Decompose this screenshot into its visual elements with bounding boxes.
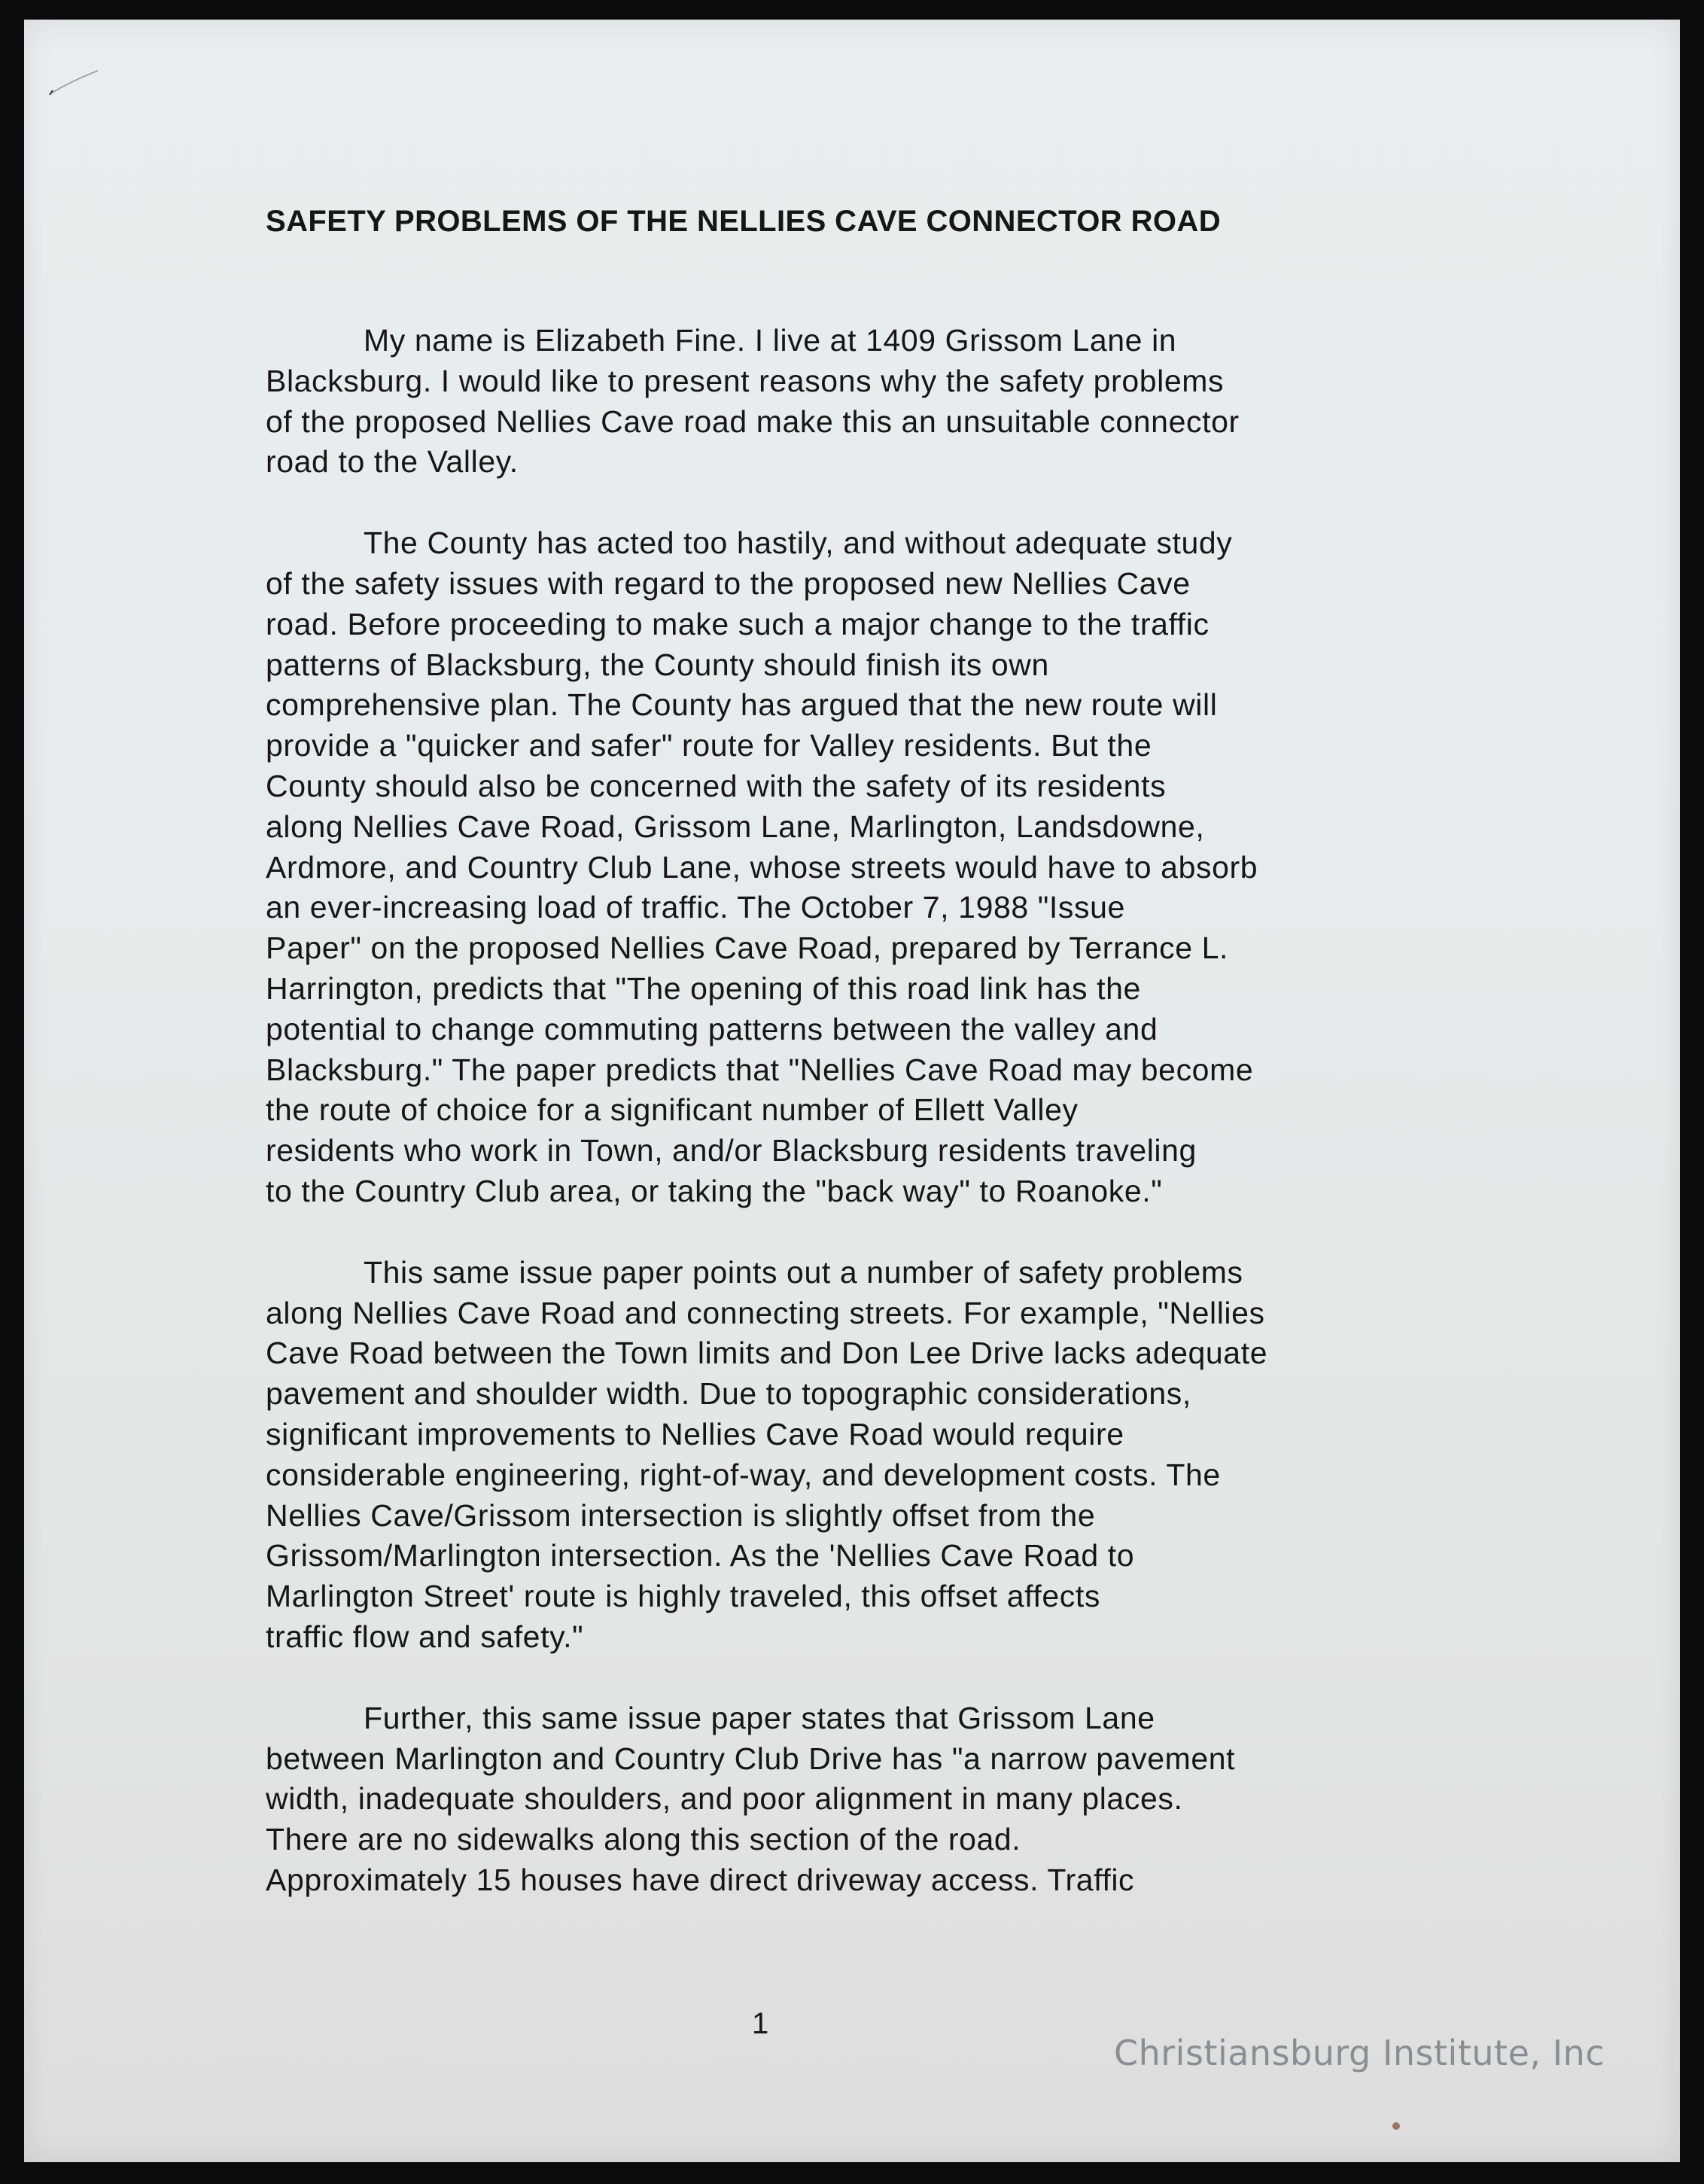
watermark: Christiansburg Institute, Inc xyxy=(1114,2033,1605,2073)
text-line: along Nellies Cave Road and connecting streets. For example, "Nellies xyxy=(266,1295,1265,1330)
text-line: Further, this same issue paper states that Grissom Lane xyxy=(364,1700,1155,1735)
text-line: Blacksburg. I would like to present reasons why the safety problems xyxy=(266,363,1225,398)
paragraph-county-argument xyxy=(266,523,1470,1212)
text-line: potential to change commuting patterns between the valley and xyxy=(266,1011,1158,1046)
text-line: an ever-increasing load of traffic. The October 7, 1988 "Issue xyxy=(266,890,1125,925)
text-line: significant improvements to Nellies Cave Road would require xyxy=(266,1416,1124,1451)
text-line: residents who work in Town, and/or Blacksburg residents traveling xyxy=(266,1133,1197,1168)
text-line: Blacksburg." The paper predicts that "Nellies Cave Road may become xyxy=(266,1052,1254,1087)
text-line: road. Before proceeding to make such a major change to the traffic xyxy=(266,606,1210,641)
text-line: This same issue paper points out a number of safety problems xyxy=(364,1254,1243,1290)
text-line: Marlington Street' route is highly traveled, this offset affects xyxy=(266,1579,1100,1614)
pencil-mark xyxy=(48,68,108,98)
document-body xyxy=(266,200,1470,1901)
text-line: Paper" on the proposed Nellies Cave Road, prepared by Terrance L. xyxy=(266,931,1228,966)
text-line: County should also be concerned with the safety of its residents xyxy=(266,768,1167,803)
text-line: Cave Road between the Town limits and Don Lee Drive lacks adequate xyxy=(266,1336,1268,1371)
paragraph-introduction xyxy=(266,321,1470,483)
text-line: road to the Valley. xyxy=(266,444,519,480)
text-line: of the proposed Nellies Cave road make this an unsuitable connector xyxy=(266,404,1240,439)
text-line: traffic flow and safety." xyxy=(266,1619,584,1654)
paper-sheet xyxy=(24,20,1680,2162)
text-line: Ardmore, and Country Club Lane, whose streets would have to absorb xyxy=(266,849,1258,885)
text-line: Nellies Cave/Grissom intersection is slightly offset from the xyxy=(266,1497,1096,1533)
paragraph-grissom-lane xyxy=(266,1698,1470,1901)
text-line: Harrington, predicts that "The opening of this road link has the xyxy=(266,970,1141,1006)
paragraph-safety-problems xyxy=(266,1253,1470,1658)
text-line: There are no sidewalks along this section of the road. xyxy=(266,1822,1021,1857)
text-line: My name is Elizabeth Fine. I live at 1409 Grissom Lane in xyxy=(364,323,1177,358)
document-title: SAFETY PROBLEMS OF THE NELLIES CAVE CONNECTOR ROAD xyxy=(266,205,1221,238)
page-number: 1 xyxy=(752,2007,769,2040)
text-line: along Nellies Cave Road, Grissom Lane, Marlington, Landsdowne, xyxy=(266,809,1205,844)
text-line: Approximately 15 houses have direct driveway access. Traffic xyxy=(266,1862,1135,1897)
text-line: of the safety issues with regard to the proposed new Nellies Cave xyxy=(266,565,1191,601)
text-line: the route of choice for a significant number of Ellett Valley xyxy=(266,1092,1079,1128)
text-line: considerable engineering, right-of-way, and development costs. The xyxy=(266,1457,1221,1492)
text-line: comprehensive plan. The County has argued that the new route will xyxy=(266,687,1218,723)
text-line: patterns of Blacksburg, the County should finish its own xyxy=(266,647,1049,682)
paper-stain xyxy=(1392,2122,1400,2130)
text-line: to the Country Club area, or taking the "back way" to Roanoke." xyxy=(266,1173,1163,1208)
text-line: The County has acted too hastily, and without adequate study xyxy=(364,525,1233,561)
text-line: width, inadequate shoulders, and poor alignment in many places. xyxy=(266,1781,1183,1817)
text-line: provide a "quicker and safer" route for Valley residents. But the xyxy=(266,728,1152,763)
text-line: pavement and shoulder width. Due to topographic considerations, xyxy=(266,1376,1191,1412)
text-line: Grissom/Marlington intersection. As the 'Nellies Cave Road to xyxy=(266,1538,1135,1573)
text-line: between Marlington and Country Club Drive has "a narrow pavement xyxy=(266,1741,1236,1776)
